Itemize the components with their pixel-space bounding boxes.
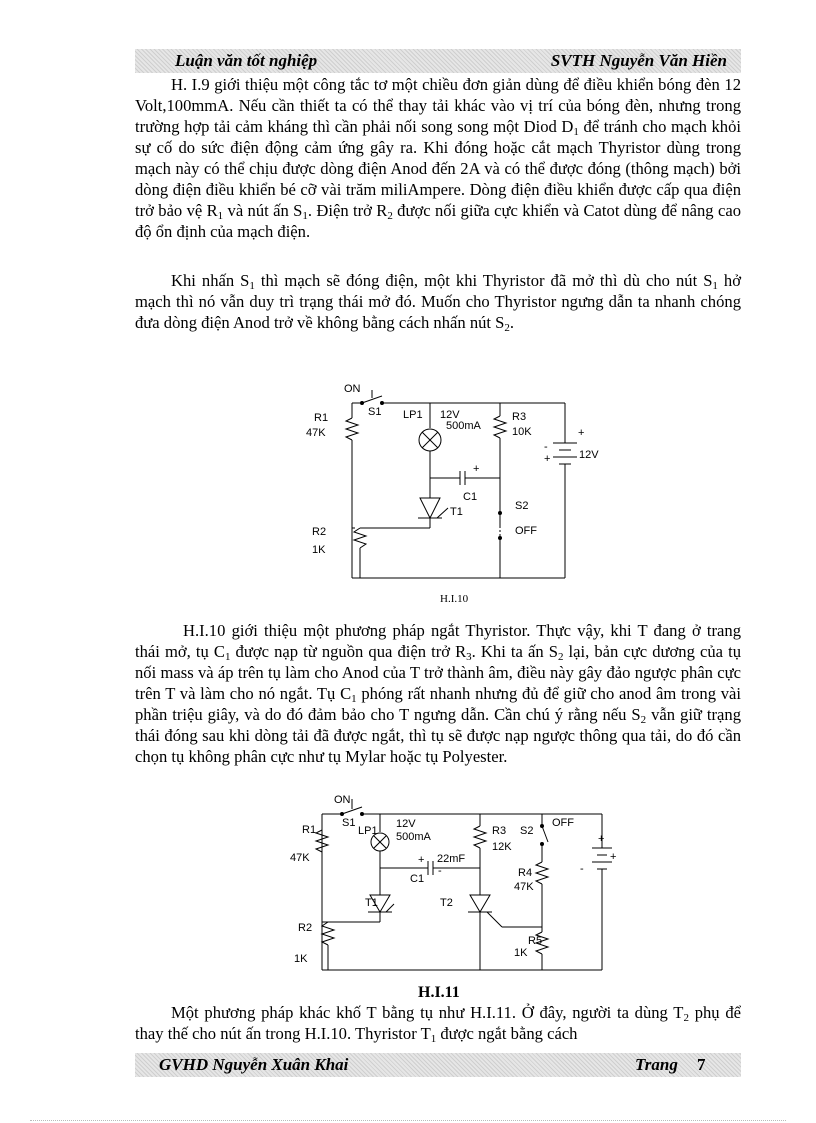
svg-text:LP1: LP1	[403, 409, 423, 421]
svg-text:T1: T1	[365, 897, 378, 909]
svg-text:-: -	[580, 863, 584, 875]
svg-text:OFF: OFF	[552, 817, 574, 829]
figure-hi10-circuit	[300, 378, 600, 610]
svg-text:22mF: 22mF	[437, 853, 466, 865]
svg-text:+: +	[544, 453, 551, 465]
svg-text:S2: S2	[520, 825, 534, 837]
svg-text:47K: 47K	[514, 881, 534, 893]
svg-text:+: +	[578, 427, 585, 439]
svg-text:OFF: OFF	[515, 525, 537, 537]
svg-text:500mA: 500mA	[396, 831, 431, 843]
paragraph-2: Khi nhấn $S_1$ thì mạch sẽ đóng điện, một khi Thyristor đã mở thì dù cho nút $S_1$ hở mạch thì nó vẫn duy trì trạng thái mở đó. Muốn cho Thyristor ngưng dẫn ta nhanh chóng đưa dòng điện Anod trở về không bằng cách nhấn nút $S_2$.	[135, 271, 741, 334]
svg-text:S2: S2	[515, 500, 529, 512]
bottom-divider	[30, 1120, 786, 1121]
svg-text:12V: 12V	[440, 409, 460, 421]
paragraph-1: H. I.9 giới thiệu một công tắc tơ một chiều đơn giản dùng để điều khiển bóng đèn 12 Volt,100mmA. Nếu cần thiết ta có thể thay tải khác vào vị trí của bóng đèn, nhưng trong trường hợp tải cảm kháng thì cần phải nối song song một Diod $D_1$ để tránh cho mạch khỏi sự cố do sức điện động cảm ứng gây ra. Khi đóng hoặc cắt mạch Thyristor dùng trong mạch này có thể chịu được dòng điện Anod đến 2A và có thể được đóng (thông mạch) bởi dòng điện điều khiển bé cỡ vài trăm miliAmpere. Dòng điện điều khiển được cấp qua điện trở bảo vệ $R_1$ và nút ấn $S_1$. Điện trở $R_2$ được nối giữa cực khiển và Catot dùng để nâng cao độ ổn định của mạch điện.	[135, 75, 741, 241]
svg-text:R2: R2	[298, 922, 313, 934]
paragraph-4: Một phương pháp khác khố T bằng tụ như H.I.11. Ở đây, người ta dùng $T_2$ phụ để thay thế cho nút ấn trong H.I.10. Thyristor $T_1$ được ngắt bằng cách	[135, 1003, 741, 1045]
header-left: Luận văn tốt nghiệp	[175, 51, 318, 70]
svg-text:47K: 47K	[306, 427, 326, 439]
svg-text:12V: 12V	[396, 818, 416, 830]
page-footer	[135, 1053, 741, 1077]
svg-text:ON: ON	[344, 383, 361, 395]
figure-hi10-caption: H.I.10	[440, 593, 469, 605]
svg-text:C1: C1	[463, 491, 478, 503]
svg-text:-: -	[438, 865, 442, 877]
svg-text:R3: R3	[512, 411, 527, 423]
svg-text:C1: C1	[410, 873, 425, 885]
svg-text:R4: R4	[518, 867, 533, 879]
header-right: SVTH Nguyễn Văn Hiền	[550, 51, 727, 70]
footer-left: GVHD Nguyễn Xuân Khai	[159, 1055, 349, 1074]
svg-text:-: -	[544, 441, 548, 453]
svg-text:LP1: LP1	[358, 825, 378, 837]
svg-text:R1: R1	[302, 824, 317, 836]
svg-text:R2: R2	[312, 526, 327, 538]
svg-text:+: +	[418, 854, 425, 866]
svg-text:1K: 1K	[514, 947, 528, 959]
svg-text:1K: 1K	[294, 953, 308, 965]
svg-text:R5: R5	[528, 935, 543, 947]
svg-text:T2: T2	[440, 897, 453, 909]
svg-text:47K: 47K	[290, 852, 310, 864]
footer-page-number: 7	[697, 1055, 706, 1074]
svg-text:500mA: 500mA	[446, 420, 481, 432]
figure-hi11-circuit	[280, 790, 632, 980]
svg-text:R1: R1	[314, 412, 329, 424]
svg-text:S1: S1	[342, 817, 356, 829]
svg-text:+: +	[598, 833, 605, 845]
svg-text:T1: T1	[450, 506, 463, 518]
svg-text:+: +	[610, 851, 617, 863]
svg-text:+: +	[473, 463, 480, 475]
svg-text:12K: 12K	[492, 841, 512, 853]
svg-text:R3: R3	[492, 825, 507, 837]
svg-text:10K: 10K	[512, 426, 532, 438]
svg-text:12V: 12V	[579, 449, 599, 461]
svg-text:1K: 1K	[312, 544, 326, 556]
page-header	[135, 49, 741, 73]
svg-text:S1: S1	[368, 406, 382, 418]
footer-page-label: Trang	[635, 1055, 678, 1074]
svg-text:ON: ON	[334, 794, 351, 806]
figure-hi11-caption: H.I.11	[418, 984, 460, 1001]
paragraph-3: H.I.10 giới thiệu một phương pháp ngắt Thyristor. Thực vậy, khi T đang ở trang thái mở, tụ $C_1$ được nạp từ nguồn qua điện trở $R_3$. Khi ta ấn $S_2$ lại, bản cực dương của tụ nối mass và áp trên tụ làm cho Anod của T trở thành âm, điều này gây đảo ngược phân cực trên T và làm cho nó ngắt. Tụ $C_1$ phóng rất nhanh nhưng đủ để giữ cho anod âm trong vài phần triệu giây, và do đó đảm bảo cho T ngưng dẫn. Cần chú ý rằng nếu $S_2$ vẫn giữ trạng thái đóng sau khi dòng tải đã được ngắt, thì tụ sẽ được nạp ngược thông qua tải, do đó cần chọn tụ không phân cực như tụ Mylar hoặc tụ Polyester.	[135, 621, 741, 766]
